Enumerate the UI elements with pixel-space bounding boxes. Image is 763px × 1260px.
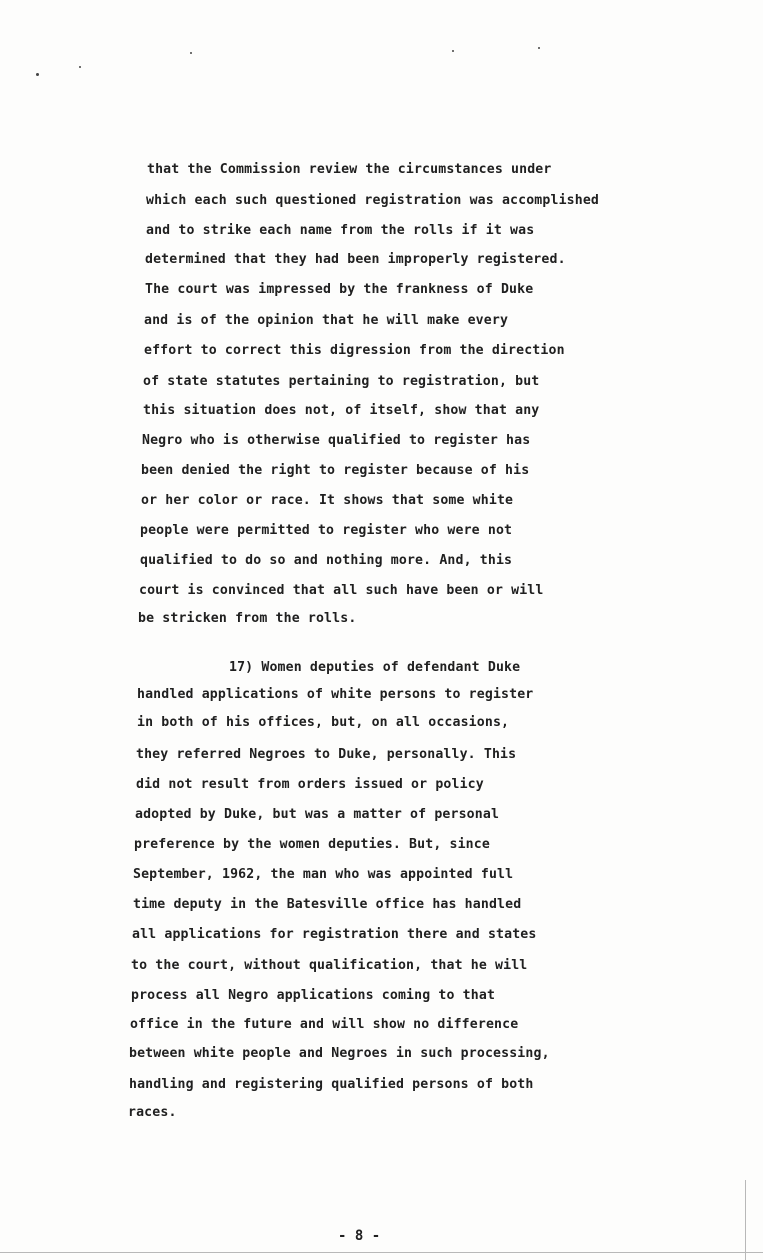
text-line: adopted by Duke, but was a matter of personal: [135, 807, 500, 822]
text-line: that the Commission review the circumstances under: [147, 162, 552, 177]
text-line: Negro who is otherwise qualified to register has: [142, 433, 531, 448]
text-line: 17) Women deputies of defendant Duke: [229, 660, 521, 675]
text-line: to the court, without qualification, that he will: [131, 958, 528, 973]
text-line: effort to correct this digression from the direction: [144, 343, 565, 358]
text-line: office in the future and will show no difference: [130, 1017, 519, 1032]
text-line: September, 1962, the man who was appointed full: [133, 867, 514, 882]
text-line: and to strike each name from the rolls if it was: [146, 223, 535, 238]
text-line: people were permitted to register who were not: [140, 523, 513, 538]
scan-speck: [36, 73, 39, 76]
scan-speck: [452, 50, 454, 52]
text-line: did not result from orders issued or policy: [136, 777, 484, 792]
text-line: be stricken from the rolls.: [138, 611, 357, 626]
text-line: of state statutes pertaining to registration, but: [143, 374, 540, 389]
scan-speck: [190, 52, 192, 54]
text-line: between white people and Negroes in such processing,: [129, 1046, 550, 1061]
text-line: races.: [128, 1105, 177, 1120]
scan-edge-line: [745, 1180, 746, 1260]
text-line: or her color or race. It shows that some white: [141, 493, 514, 508]
text-line: which each such questioned registration was accomplished: [146, 193, 600, 208]
text-line: determined that they had been improperly registered.: [145, 252, 566, 267]
text-line: in both of his offices, but, on all occasions,: [137, 715, 510, 730]
text-line: court is convinced that all such have been or will: [139, 583, 544, 598]
scan-speck: [538, 47, 540, 49]
text-line: handled applications of white persons to register: [137, 687, 534, 702]
text-line: The court was impressed by the frankness of Duke: [145, 282, 534, 297]
text-line: time deputy in the Batesville office has handled: [133, 897, 522, 912]
text-line: process all Negro applications coming to that: [131, 988, 496, 1003]
scan-edge-line: [0, 1252, 763, 1253]
scan-speck: [79, 66, 81, 68]
text-line: preference by the women deputies. But, since: [134, 837, 490, 852]
text-line: and is of the opinion that he will make every: [144, 313, 509, 328]
text-line: handling and registering qualified persons of both: [129, 1077, 534, 1092]
text-line: been denied the right to register because of his: [141, 463, 530, 478]
text-line: they referred Negroes to Duke, personally. This: [136, 747, 517, 762]
text-line: this situation does not, of itself, show that any: [143, 403, 540, 418]
text-line: all applications for registration there and states: [132, 927, 537, 942]
text-line: qualified to do so and nothing more. And, this: [140, 553, 513, 568]
page-number: - 8 -: [338, 1228, 381, 1244]
